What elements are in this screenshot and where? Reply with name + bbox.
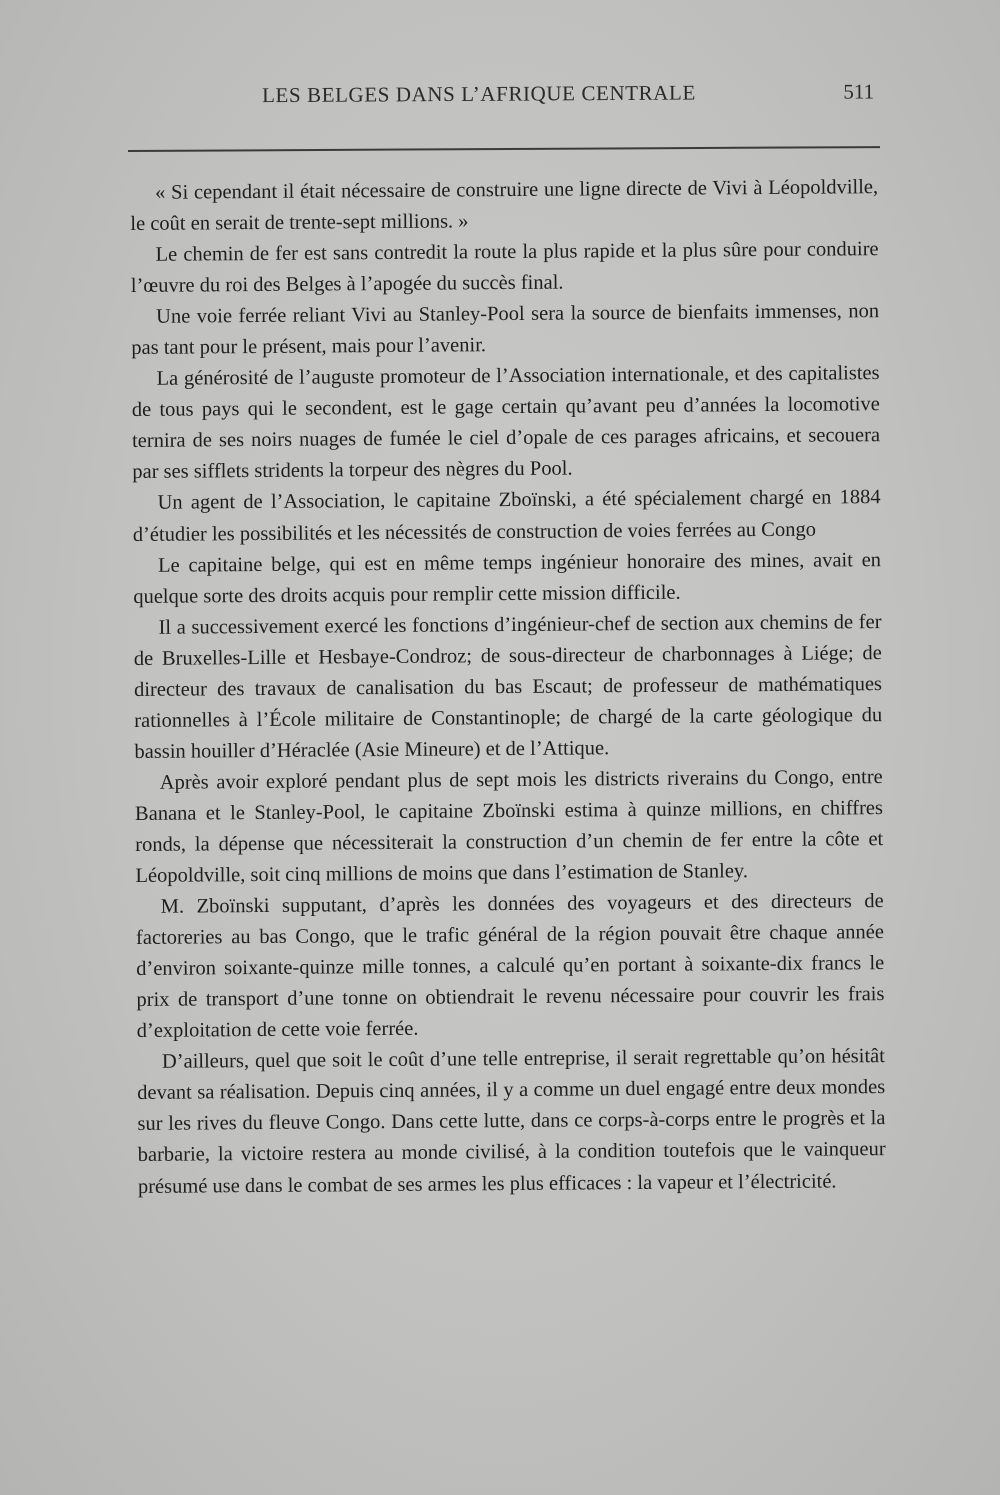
paragraph-belgian-captain: Le capitaine belge, qui est en même temps ingénieur honoraire des mines, avait en quelque sorte des droits acquis pour remplir cette mission difficile. <box>133 548 882 608</box>
paragraph-career: Il a successivement exercé les fonctions d’ingénieur-chef de section aux chemins de fer de Bruxelles-Lille et Hesbaye-Condroz; de sous-directeur de charbonnages à Liége; de directeur des travaux de canalisation du bas Escaut; de professeur de mathématiques rationnelles à l’École militaire de Constantinople; de chargé de la carte géologique du bassin houiller d’Héraclée (Asie Mineure) et de l’Attique. <box>133 610 883 763</box>
paragraph-conclusion: D’ailleurs, quel que soit le coût d’une telle entreprise, il serait regrettable qu’on hésitât devant sa réalisation. Depuis cinq années, il y a comme un duel engagé entre deux mondes sur les rives du fleuve Congo. Dans cette lutte, dans ce corps-à-corps entre le progrès et la barbarie, la victoire restera au monde civilisé, à la condition toutefois que le vainqueur présumé use dans le combat de ses armes les plus efficaces : la vapeur et l’électricité. <box>137 1045 886 1198</box>
paragraph-agent-zboinski: Un agent de l’Association, le capitaine Zboïnski, a été spécialement chargé en 1884 d’étudier les possibilités et les nécessités de construction de voies ferrées au Congo <box>132 486 881 546</box>
header-rule <box>128 146 880 152</box>
body-text <box>130 172 886 1202</box>
paragraph-quote: « Si cependant il était nécessaire de construire une ligne directe de Vivi à Léopoldville, le coût en serait de trente-sept millions. » <box>130 176 879 236</box>
paragraph-generosity: La générosité de l’auguste promoteur de l’Association internationale, et des capitalistes de tous pays qui le secondent, est le gage certain qu’avant peu d’années la locomotive ternira de ses noirs nuages de fumée le ciel d’opale de ces parages africains, et secouera par ses sifflets stridents la torpeur des nègres du Pool. <box>131 362 881 484</box>
paragraph-traffic-estimate: M. Zboïnski supputant, d’après les données des voyageurs et des directeurs de factoreries au bas Congo, que le trafic général de la région pouvait être chaque année d’environ soixante-quinze mille tonnes, a calculé qu’en portant à soixante-dix francs le prix de transport d’une tonne on obtiendrait le revenu nécessaire pour couvrir les frais d’exploitation de cette voie ferrée. <box>135 890 885 1043</box>
paragraph-railway-route: Le chemin de fer est sans contredit la route la plus rapide et la plus sûre pour conduire l’œuvre du roi des Belges à l’apogée du succès final. <box>130 238 879 298</box>
page-number: 511 <box>843 79 875 104</box>
running-title: LES BELGES DANS L’AFRIQUE CENTRALE <box>261 80 696 108</box>
paragraph-exploration: Après avoir exploré pendant plus de sept mois les districts riverains du Congo, entre Banana et le Stanley-Pool, le capitaine Zboïnski estima à quinze millions, en chiffres ronds, la dépense que nécessiterait la construction d’un chemin de fer entre la côte et Léopoldville, soit cinq millions de moins que dans l’estimation de Stanley. <box>134 765 884 888</box>
paragraph-vivi-stanley-pool: Une voie ferrée reliant Vivi au Stanley-Pool sera la source de bienfaits immenses, non pas tant pour le présent, mais pour l’avenir. <box>131 300 880 360</box>
page-header <box>125 79 880 118</box>
